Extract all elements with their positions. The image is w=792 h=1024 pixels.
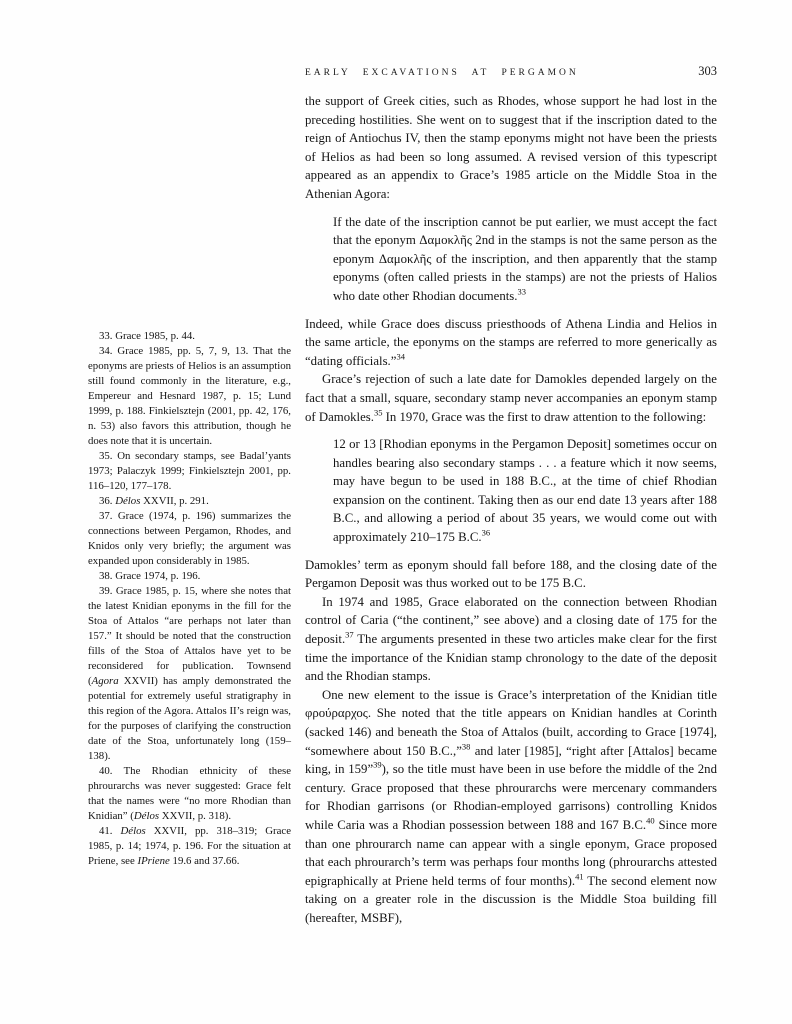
text-run: 33. Grace 1985, p. 44. [99,330,195,342]
text-run: the support of Greek cities, such as Rhodes, whose support he had lost in the preceding hostilities. She went on to suggest that if the inscription dated to the reign of Antiochus IV, then the stamp eponyms might not have been the priests of Helios as had been so long assumed. A revised version of this typescript appeared as an appendix to Grace’s 1985 article on the Middle Stoa in the Athenian Agora: [305,94,717,201]
footnote-marker: 40 [646,815,655,826]
main-text [305,92,717,928]
block-quote [333,213,717,306]
text-run: 38. Grace 1974, p. 196. [99,570,201,582]
footnote-marker: 39 [373,759,382,770]
footnote [88,344,291,449]
paragraph [305,686,717,928]
footnotes-column [88,329,291,869]
text-run: XXVII, pp. 318–319; Grace 1985, p. 14; 1974, p. 196. For the situation at Priene, see [88,825,291,867]
text-run: 34. Grace 1985, pp. 5, 7, 9, 13. That the eponyms are priests of Helios is an assumption still found commonly in the literature, e.g., Empereur and Hesnard 1987, p. 15; Lund 1999, p. 188. Finkielsztejn (2001, pp. 42, 176, n. 53) also favors this attribution, though he does note that it is uncertain. [88,345,292,447]
text-run: Agora [91,675,119,687]
text-run: XXVII) has amply demonstrated the potential for extremely useful stratigraphy in this region of the Agora. Attalos II’s reign was, for the purposes of clarifying the construction date of the Stoa, unfortunately long (159–138). [88,675,291,762]
footnote-marker: 34 [396,351,405,362]
text-run: In 1970, Grace was the first to draw attention to the following: [382,409,707,424]
paragraph [305,370,717,426]
text-run: If the date of the inscription cannot be put earlier, we must accept the fact that the eponym Δαμοκλῆς 2nd in the stamps is not the same person as the eponym Δαμοκλῆς of the inscription, and then apparently that the stamp eponyms (often called priests in the stamps) are not the priests of Halios who date other Rhodian documents. [333,214,717,303]
text-run: ), so the title must have been in use before the middle of the 2nd century. Grace proposed that these phrourarchs were mercenary commanders for Rhodian garrisons (or Rhodian-employed garrisons) controlling Knidos while Caria was a Rhodian possession between 188 and 167 B.C. [305,762,717,832]
text-run: 39. Grace 1985, p. 15, where she notes that the latest Knidian eponyms in the fill for the Stoa of Attalos “are perhaps not later than 157.” It should be noted that the construction fills of the Stoa of Attalos have yet to be reconsidered for publication. Townsend ( [88,585,291,687]
footnote-marker: 37 [345,629,354,640]
footnote-marker: 36 [481,527,491,538]
text-run: IPriene [137,855,170,867]
footnote [88,329,291,344]
block-quote [333,435,717,547]
text-run: 35. On secondary stamps, see Badal’yants 1973; Palaczyk 1999; Finkielsztejn 2001, pp. 116–120, 177–178. [88,450,291,492]
text-run: Délos [133,810,160,822]
footnote [88,584,291,764]
footnote-marker: 41 [575,871,584,882]
paragraph [305,315,717,371]
footnote [88,824,291,869]
text-run: 36. [99,495,116,507]
text-run: Grace’s rejection of such a late date for Damokles depended largely on the fact that a small, square, secondary stamp never accompanies an eponym stamp of Damokles. [305,372,717,424]
footnote-marker: 38 [461,741,471,752]
text-run: 40. The Rhodian ethnicity of these phrourarchs was never suggested: Grace felt that the names were “no more Rhodian than Knidian” ( [88,765,291,822]
text-run: One new element to the issue is Grace’s interpretation of the Knidian title φρούραρχος. She noted that the title appears on Knidian handles at Corinth (sacked 146) and beneath the Stoa of Attalos (built, according to Grace [1974], “somewhere about 150 B.C.,” [305,687,717,758]
text-run: In 1974 and 1985, Grace elaborated on the connection between Rhodian control of Caria (“the continent,” see above) and a closing date of 175 for the deposit. [305,594,717,647]
text-run: Damokles’ term as eponym should fall before 188, and the closing date of the Pergamon Deposit was thus worked out to be 175 B.C. [305,557,717,591]
text-run: The second element now taking on a greater role in the discussion is the Middle Stoa building fill (hereafter, MSBF), [305,873,717,925]
paragraph [305,593,717,686]
footnote-marker: 33 [517,286,526,297]
text-run: 37. Grace (1974, p. 196) summarizes the connections between Pergamon, Rhodes, and Knidos only very briefly; the argument was expanded upon considerably in 1985. [88,510,291,567]
text-run: Since more than one phrourarch name can appear with a single eponym, Grace proposed that each phrourarch’s term was perhaps four months long (phrourarchs attested epigraphically at Priene held terms of four months). [305,817,717,888]
text-run: Indeed, while Grace does discuss priesthoods of Athena Lindia and Helios in the same article, the eponyms on the stamps are referred to more generically as “dating officials.” [305,316,717,368]
text-run: Délos [120,825,146,837]
text-run: XXVII, p. 318). [159,810,232,822]
text-run: XXVII, p. 291. [140,495,209,507]
footnote-marker: 35 [373,407,383,418]
page-number: 303 [698,64,717,78]
footnote [88,509,291,569]
text-run: 19.6 and 37.66. [169,855,240,867]
text-run: 12 or 13 [Rhodian eponyms in the Pergamon Deposit] sometimes occur on handles bearing also secondary stamps . . . a feature which it now seems, may have begun to be used in 188 B.C., at the time of chief Rhodian expansion on the continent. Taking then as our end date 13 years after 188 B.C., and allowing a period of about 35 years, we would come out with approximately 210–175 B.C. [333,437,717,545]
paragraph [305,556,717,593]
page-header [305,64,717,79]
running-title: EARLY EXCAVATIONS AT PERGAMON [305,68,579,78]
paragraph [305,92,717,204]
text-run: The arguments presented in these two articles make clear for the first time the importance of the Knidian stamp chronology to the date of the deposit and the Rhodian stamps. [305,632,717,684]
footnote [88,449,291,494]
footnote [88,569,291,584]
text-run: 41. [99,825,121,837]
text-run: Délos [115,495,141,507]
footnote [88,764,291,824]
text-run: and later [1985], “right after [Attalos] became king, in 159” [305,743,717,777]
footnote [88,494,291,509]
